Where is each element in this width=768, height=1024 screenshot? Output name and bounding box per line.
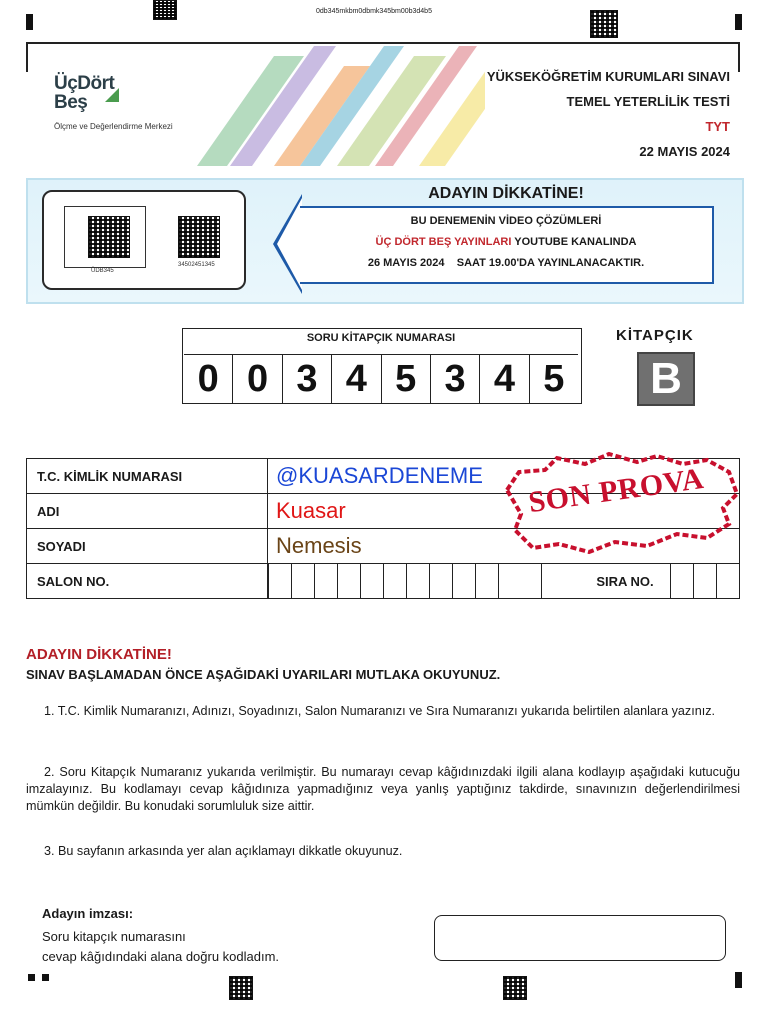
notice-line-1: BU DENEMENİN VİDEO ÇÖZÜMLERİ bbox=[410, 215, 602, 227]
booklet-digit: 4 bbox=[331, 355, 380, 403]
booklet-type-label: KİTAPÇIK bbox=[616, 327, 694, 344]
qr-caption-1: ÜDB345 bbox=[91, 268, 114, 274]
name-field[interactable]: Kuasar bbox=[268, 494, 740, 529]
signature-line-1: Soru kitapçık numarasını bbox=[42, 929, 186, 944]
signature-box[interactable] bbox=[434, 915, 726, 961]
logo-check-icon bbox=[105, 88, 119, 102]
salon-and-sira-row bbox=[268, 564, 740, 599]
registration-mark-top-left bbox=[26, 14, 33, 30]
exam-title: YÜKSEKÖĞRETİM KURUMLARI SINAVI bbox=[486, 69, 730, 84]
publisher-name: ÜÇ DÖRT BEŞ YAYINLARI bbox=[375, 236, 512, 248]
broadcast-time: SAAT 19.00'DA YAYINLANACAKTIR. bbox=[456, 257, 645, 269]
booklet-digit: 0 bbox=[232, 355, 281, 403]
instruction-3: 3. Bu sayfanın arkasında yer alan açıklamayı dikkatle okuyunuz. bbox=[44, 844, 403, 858]
qr-code-1 bbox=[88, 216, 130, 258]
booklet-digit: 5 bbox=[529, 355, 578, 403]
tc-field[interactable]: @KUASARDENEME bbox=[268, 459, 740, 494]
top-code: 0db345mkbm0dbmk345bm00b3d4b5 bbox=[316, 8, 432, 15]
exam-title-block bbox=[487, 64, 730, 164]
registration-mark-bottom-left-2 bbox=[42, 974, 49, 981]
qr-code-top-left bbox=[153, 0, 177, 20]
notice-line-3 bbox=[300, 257, 712, 269]
booklet-digit: 3 bbox=[282, 355, 331, 403]
sira-label: SIRA NO. bbox=[596, 573, 654, 589]
signature-title: Adayın imzası: bbox=[42, 906, 134, 921]
stamp-text: SON PROVA bbox=[526, 461, 706, 520]
notice-title: ADAYIN DİKKATİNE! bbox=[428, 185, 584, 202]
exam-date: 22 MAYIS 2024 bbox=[639, 144, 730, 159]
qr-code-top-right bbox=[590, 10, 618, 38]
booklet-digit: 0 bbox=[197, 358, 219, 400]
exam-subtitle: TEMEL YETERLİLİK TESTİ bbox=[566, 94, 730, 109]
exam-code: TYT bbox=[705, 119, 730, 134]
registration-mark-top-right bbox=[735, 14, 742, 30]
booklet-digit: 4 bbox=[479, 355, 528, 403]
signature-line-2: cevap kâğıdındaki alana doğru kodladım. bbox=[42, 949, 280, 964]
registration-mark-bottom-right bbox=[735, 972, 742, 988]
booklet-digit: 5 bbox=[381, 355, 430, 403]
header-decoration bbox=[185, 46, 485, 166]
qr-code-bottom-left bbox=[229, 976, 253, 1000]
booklet-number-digits bbox=[184, 354, 578, 403]
name-label: ADI bbox=[27, 494, 268, 529]
qr-code-2 bbox=[178, 216, 220, 258]
surname-field[interactable]: Nemesis bbox=[268, 529, 740, 564]
registration-mark-bottom-left bbox=[28, 974, 35, 981]
salon-cells[interactable] bbox=[268, 564, 498, 598]
logo-subtitle: Ölçme ve Değerlendirme Merkezi bbox=[54, 122, 173, 131]
tc-label: T.C. KİMLİK NUMARASI bbox=[27, 459, 268, 494]
notice-line-2 bbox=[300, 236, 712, 248]
booklet-number-label: SORU KİTAPÇIK NUMARASI bbox=[306, 332, 456, 344]
sira-cells[interactable] bbox=[670, 564, 739, 598]
instruction-2: 2. Soru Kitapçık Numaranız yukarıda verilmiştir. Bu numarayı cevap kâğıdınızdaki ilgili alana kodlayıp aşağıdaki kutucuğu imzalayınız. Bu kodlamayı cevap kâğıdınıza yapmadığınız veya yanlış yaptığınız takdirde, sınavınızın değerlendirilmesi mümkün değildir. Bu konudaki sorumluluk size aittir. bbox=[26, 765, 740, 813]
booklet-digit: 3 bbox=[430, 355, 479, 403]
booklet-type-value: B bbox=[637, 352, 695, 406]
instruction-1: 1. T.C. Kimlik Numaranızı, Adınızı, Soyadınızı, Salon Numaranızı ve Sıra Numaranızı yukarıda belirtilen alanlara yazınız. bbox=[44, 704, 716, 718]
qr-code-bottom-right bbox=[503, 976, 527, 1000]
broadcast-date: 26 MAYIS 2024 bbox=[367, 257, 445, 269]
instructions-subtitle: SINAV BAŞLAMADAN ÖNCE AŞAĞIDAKİ UYARILARI MUTLAKA OKUYUNUZ. bbox=[26, 667, 501, 682]
left-arrow-icon-inner bbox=[277, 198, 302, 290]
logo-line1: ÜçDört bbox=[54, 73, 115, 94]
instructions-title: ADAYIN DİKKATİNE! bbox=[26, 646, 172, 663]
notice-line-2-rest: YOUTUBE KANALINDA bbox=[511, 236, 637, 248]
surname-label: SOYADI bbox=[27, 529, 268, 564]
salon-label: SALON NO. bbox=[27, 564, 268, 599]
logo-line2: Beş bbox=[54, 92, 88, 113]
qr-caption-2: 34502451345 bbox=[178, 262, 215, 268]
